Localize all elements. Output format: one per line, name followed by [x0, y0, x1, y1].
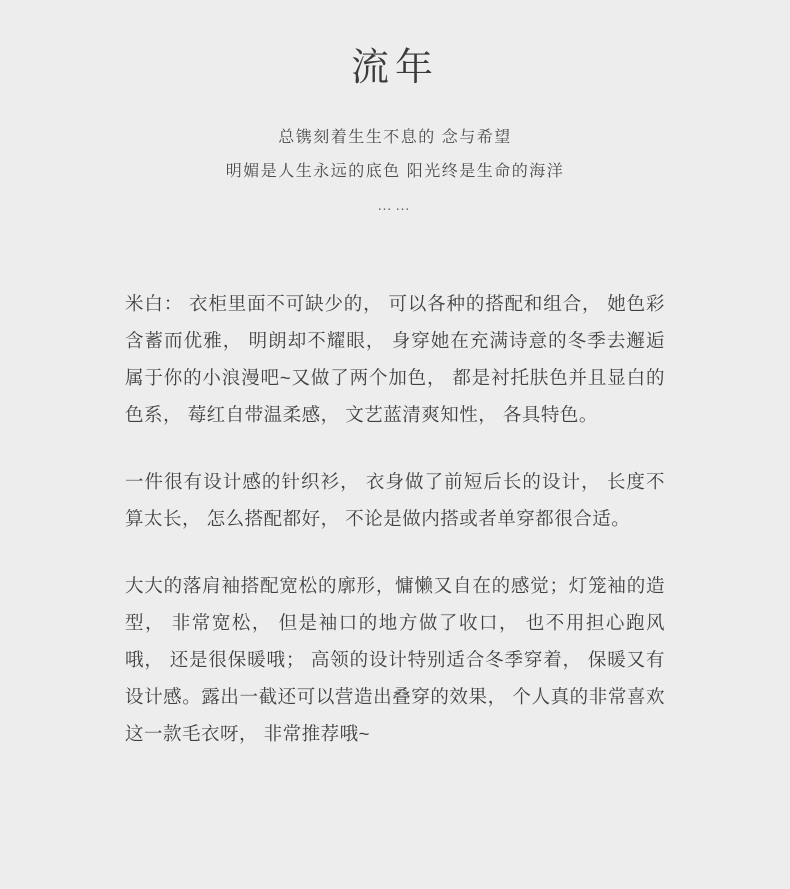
paragraph: 大大的落肩袖搭配宽松的廓形，慵懒又自在的感觉；灯笼袖的造型， 非常宽松， 但是袖口的地方做了收口， 也不用担心跑风哦， 还是很保暖哦； 高领的设计特别适合冬季穿着， 保暖又有设计感。露出一截还可以营造出叠穿的效果， 个人真的非常喜欢这一款毛衣呀， 非常推荐哦~ [125, 575, 665, 745]
article-body [125, 285, 665, 752]
subtitle-line-2: 明媚是人生永远的底色 阳光终是生命的海洋 [225, 162, 565, 180]
subtitle-ellipsis: …… [377, 196, 413, 214]
subtitle-line-1: 总镌刻着生生不息的 念与希望 [278, 129, 512, 147]
subtitle-block [0, 121, 790, 223]
paragraph: 一件很有设计感的针织衫， 衣身做了前短后长的设计， 长度不算太长， 怎么搭配都好， 不论是做内搭或者单穿都很合适。 [125, 471, 665, 530]
paragraph: 米白： 衣柜里面不可缺少的， 可以各种的搭配和组合， 她色彩含蓄而优雅， 明朗却不耀眼， 身穿她在充满诗意的冬季去邂逅属于你的小浪漫吧~又做了两个加色， 都是衬托肤色并且显白的色系， 莓红自带温柔感， 文艺蓝清爽知性， 各具特色。 [125, 293, 665, 426]
page-title: 流年 [350, 47, 439, 89]
